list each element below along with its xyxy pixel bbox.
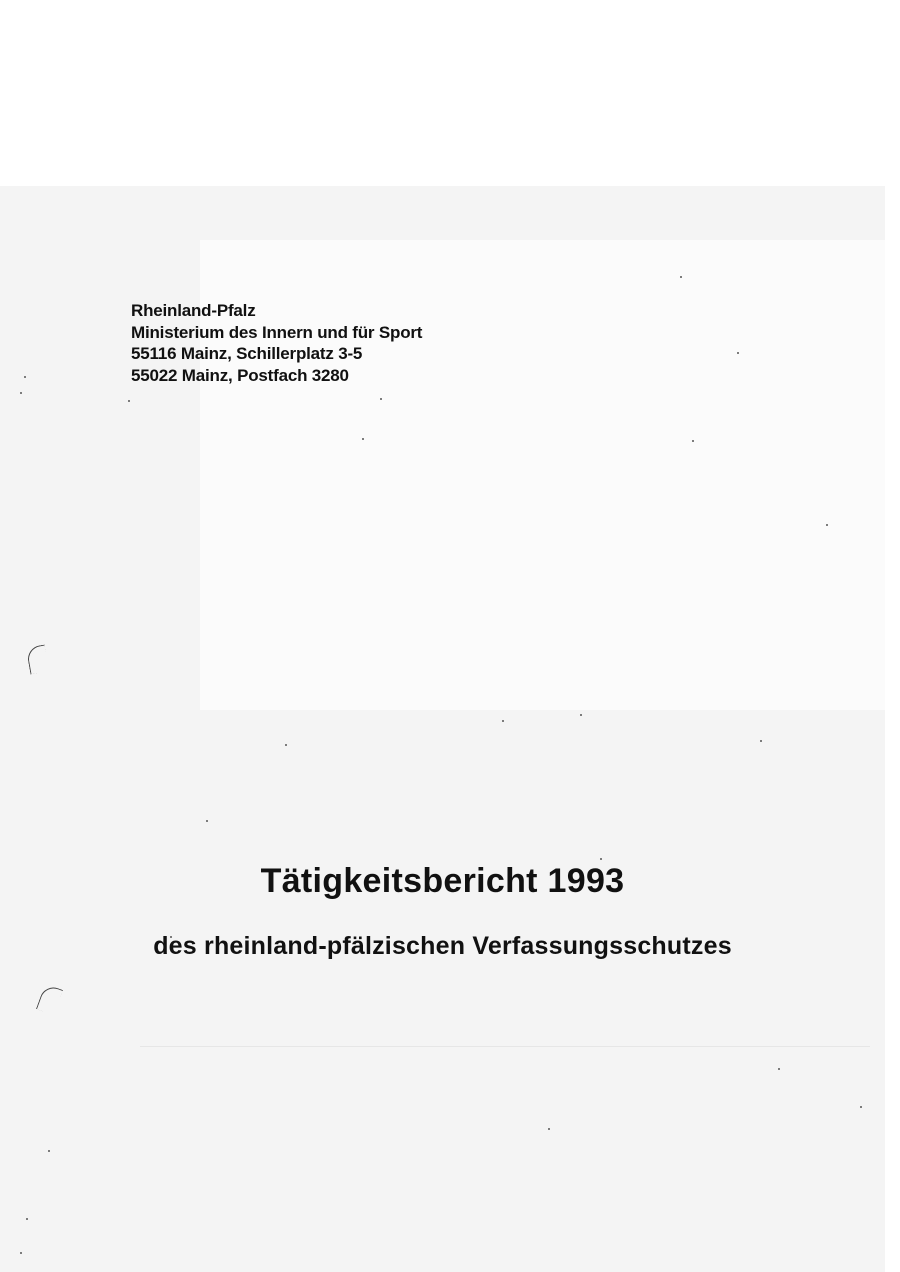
- scan-speck: [206, 820, 208, 822]
- scan-speck: [20, 1252, 22, 1254]
- scan-speck: [20, 392, 22, 394]
- scan-speck: [737, 352, 739, 354]
- scan-speck: [26, 1218, 28, 1220]
- scan-speck: [826, 524, 828, 526]
- scan-speck: [380, 398, 382, 400]
- scan-speck: [600, 858, 602, 860]
- scan-speck: [502, 720, 504, 722]
- scan-speck: [548, 1128, 550, 1130]
- address-line-street: 55116 Mainz, Schillerplatz 3-5: [131, 344, 363, 363]
- scan-speck: [778, 1068, 780, 1070]
- letterhead-address: [131, 300, 422, 386]
- scan-speck: [760, 740, 762, 742]
- scan-speck: [128, 400, 130, 402]
- report-subtitle: des rheinland-pfälzischen Verfassungsschutzes: [153, 932, 732, 960]
- scan-speck: [48, 1150, 50, 1152]
- scan-speck: [24, 376, 26, 378]
- report-title: Tätigkeitsbericht 1993: [260, 862, 625, 900]
- address-line-ministry: Ministerium des Innern und für Sport: [131, 322, 423, 342]
- scan-speck: [680, 276, 682, 278]
- scan-speck: [692, 440, 694, 442]
- address-line-postbox: 55022 Mainz, Postfach 3280: [131, 365, 349, 385]
- fold-line: [140, 1046, 870, 1047]
- address-line-state: Rheinland-Pfalz: [131, 301, 256, 320]
- scan-speck: [362, 438, 364, 440]
- scan-speck: [580, 714, 582, 716]
- scan-speck: [860, 1106, 862, 1108]
- scan-speck: [285, 744, 287, 746]
